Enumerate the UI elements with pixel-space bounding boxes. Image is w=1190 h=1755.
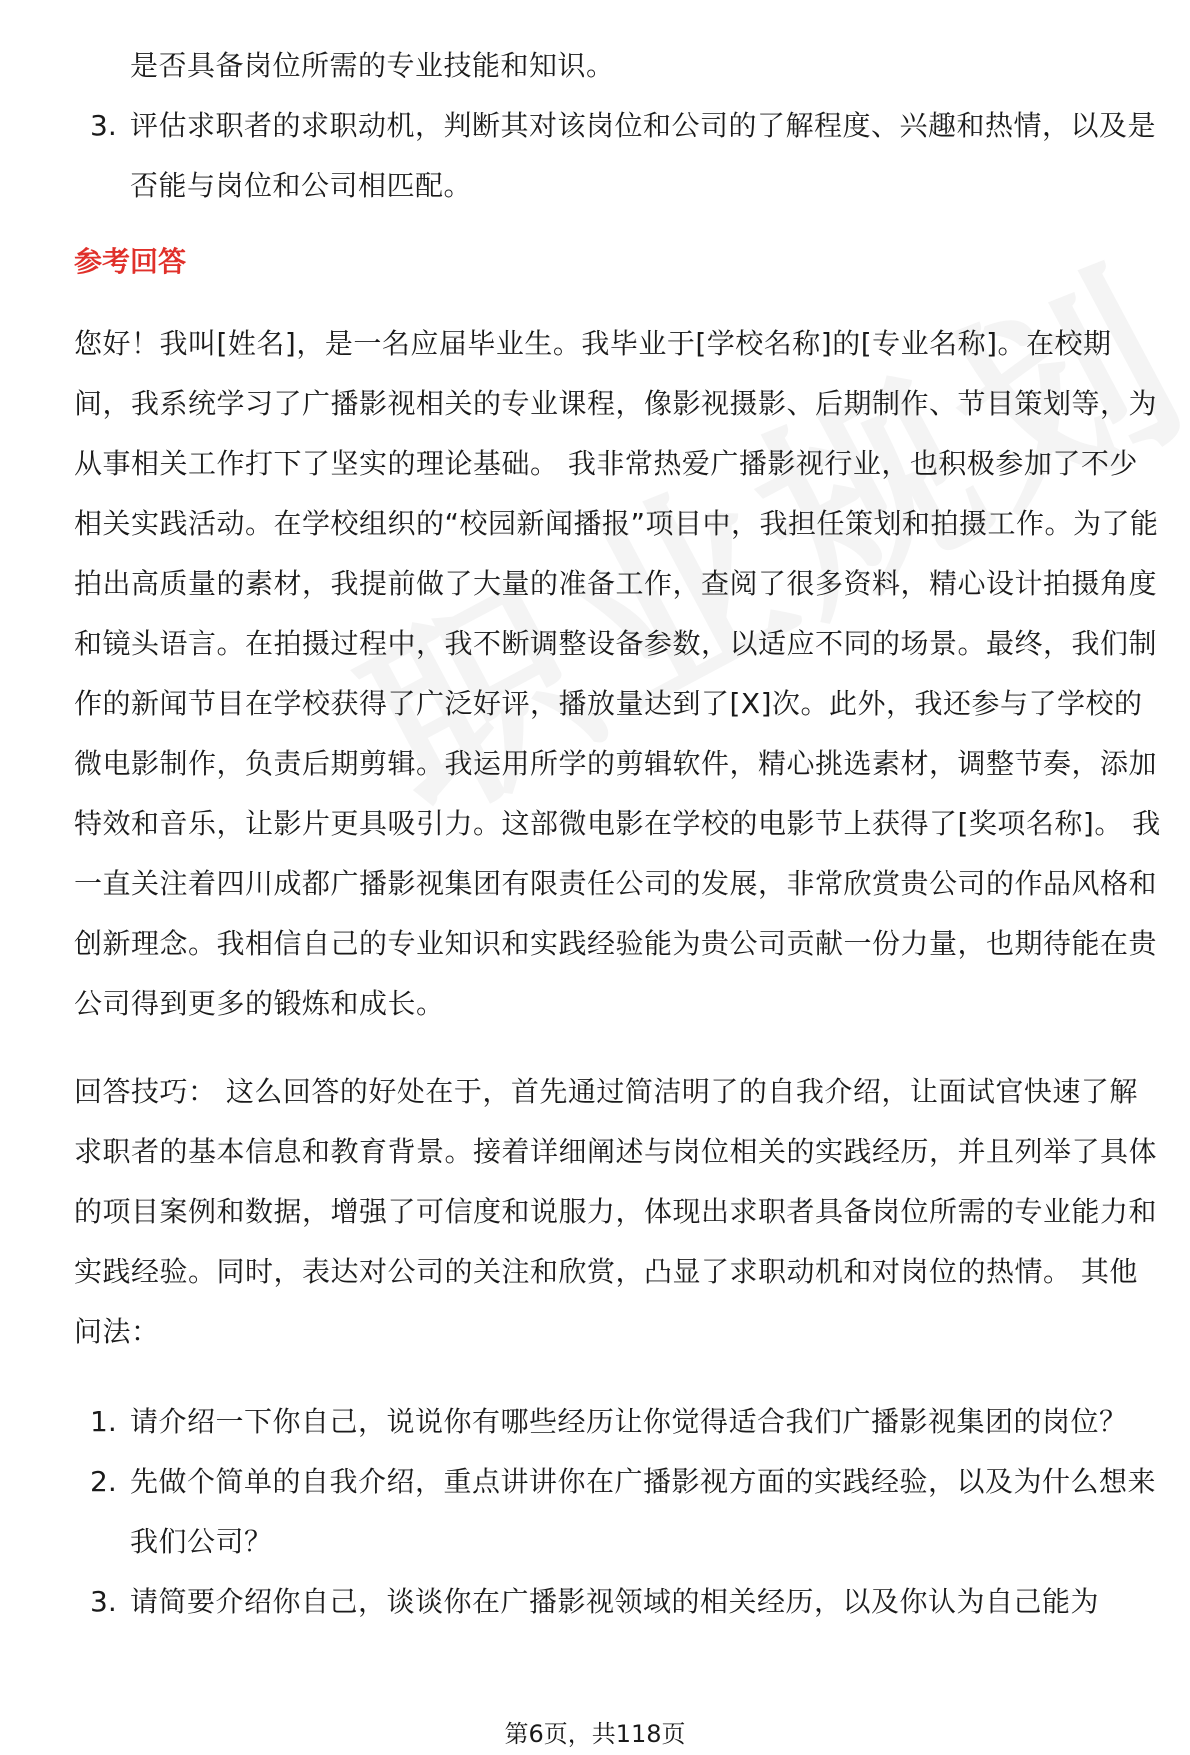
tips-paragraph: 回答技巧： 这么回答的好处在于，首先通过简洁明了的自我介绍，让面试官快速了解求职者的基本信息和教育背景。接着详细阐述与岗位相关的实践经历，并且列举了具体的项目案例和数据，增强了可信度和说服力，体现出求职者具备岗位所需的专业能力和实践经验。同时，表达对公司的关注和欣赏，凸显了求职动机和对岗位的热情。 其他问法：: [74, 1075, 1158, 1348]
page-number: 第6页，共118页: [504, 1720, 686, 1748]
list-item: [74, 1392, 1164, 1452]
list-number: 2.: [90, 1465, 117, 1498]
list-text: 请简要介绍你自己，谈谈你在广播影视领域的相关经历，以及你认为自己能为: [130, 1585, 1100, 1618]
list-continuation: 是否具备岗位所需的专业技能和知识。: [130, 49, 615, 82]
section-title: 参考回答: [74, 245, 187, 278]
document-page: [74, 36, 1164, 1632]
list-item: [74, 1572, 1164, 1632]
answer-paragraph: 您好！我叫[姓名]，是一名应届毕业生。我毕业于[学校名称]的[专业名称]。在校期间，我系统学习了广播影视相关的专业课程，像影视摄影、后期制作、节目策划等，为从事相关工作打下了坚实的理论基础。 我非常热爱广播影视行业，也积极参加了不少相关实践活动。在学校组织的“校园新闻播报”项目中，我担任策划和拍摄工作。为了能拍出高质量的素材，我提前做了大量的准备工作，查阅了很多资料，精心设计拍摄角度和镜头语言。在拍摄过程中，我不断调整设备参数，以适应不同的场景。最终，我们制作的新闻节目在学校获得了广泛好评，播放量达到了[X]次。此外，我还参与了学校的微电影制作，负责后期剪辑。我运用所学的剪辑软件，精心挑选素材，调整节奏，添加特效和音乐，让影片更具吸引力。这部微电影在学校的电影节上获得了[奖项名称]。 我一直关注着四川成都广播影视集团有限责任公司的发展，非常欣赏贵公司的作品风格和创新理念。我相信自己的专业知识和实践经验能为贵公司贡献一份力量，也期待能在贵公司得到更多的锻炼和成长。: [74, 327, 1161, 1020]
list-number: 1.: [90, 1405, 117, 1438]
list-number: 3.: [90, 109, 117, 142]
list-text: 请介绍一下你自己，说说你有哪些经历让你觉得适合我们广播影视集团的岗位？: [130, 1405, 1128, 1438]
other-questions-list: [74, 1392, 1164, 1632]
list-number: 3.: [90, 1585, 117, 1618]
list-item: [74, 1452, 1164, 1572]
list-text: 评估求职者的求职动机，判断其对该岗位和公司的了解程度、兴趣和热情，以及是否能与岗位和公司相匹配。: [130, 109, 1157, 202]
list-text: 先做个简单的自我介绍，重点讲讲你在广播影视方面的实践经验，以及为什么想来我们公司？: [130, 1465, 1157, 1558]
list-item: [74, 96, 1164, 216]
